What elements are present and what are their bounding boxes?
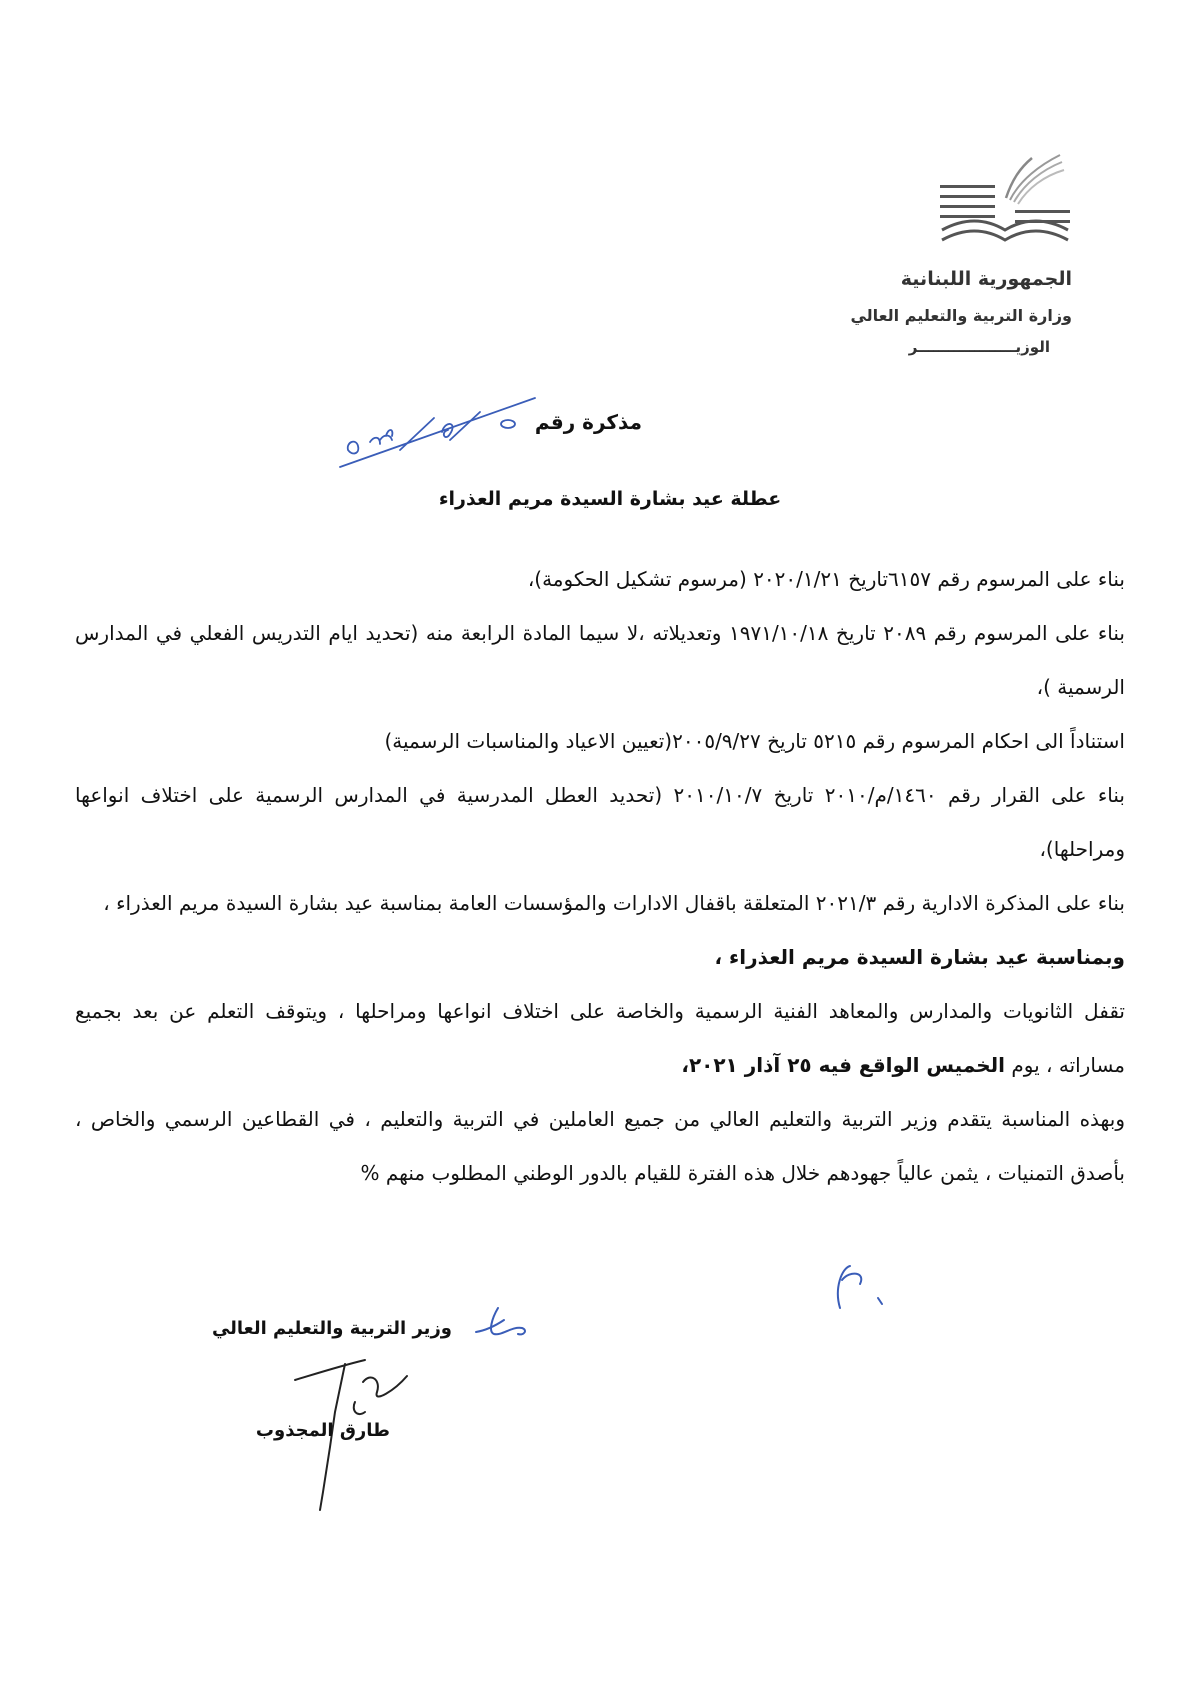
paragraph-greetings: وبهذه المناسبة يتقدم وزير التربية والتعليم العالي من جميع العاملين في التربية والتعليم ، في القطاعين الرسمي والخاص ، بأصدق التمنيات ، يثمن عالياً جهودهم خلال هذه الفترة للقيام بالدور الوطني المطلوب منهم % xyxy=(75,1107,1125,1185)
paragraph-decree-6157: بناء على المرسوم رقم ٦١٥٧تاريخ ٢٠٢٠/١/٢١ (مرسوم تشكيل الحكومة)، xyxy=(527,567,1125,591)
minister-name: طارق المجذوب xyxy=(255,1420,390,1441)
paragraph-decision-1460: بناء على القرار رقم ١٤٦٠/م/٢٠١٠ تاريخ ٢٠١٠/١٠/٧ (تحديد العطل المدرسية في المدارس الرسمية على اختلاف انواعها ومراحلها)، xyxy=(75,783,1125,861)
minister-title: وزير التربية والتعليم العالي xyxy=(211,1318,452,1339)
closure-text: تقفل الثانويات والمدارس والمعاهد الفنية الرسمية والخاصة على اختلاف انواعها ومراحلها ، ويتوقف التعلم عن بعد بجميع مساراته ، يوم xyxy=(75,999,1125,1077)
letterhead-republic: الجمهورية اللبنانية xyxy=(900,268,1072,290)
closure-date: الخميس الواقع فيه ٢٥ آذار ٢٠٢١، xyxy=(681,1053,1006,1077)
letterhead-office: الوزيـــــــــــــــــــر xyxy=(908,338,1050,356)
memo-number-label: مذكرة رقم xyxy=(534,410,642,434)
initials-mark xyxy=(468,1302,538,1342)
paragraph-closure xyxy=(75,984,1125,1092)
paragraph-decree-2089: بناء على المرسوم رقم ٢٠٨٩ تاريخ ١٩٧١/١٠/١٨ وتعديلاته ،لا سيما المادة الرابعة منه (تحديد ايام التدريس الفعلي في المدارس الرسمية )، xyxy=(75,621,1125,699)
letterhead-ministry: وزارة التربية والتعليم العالي xyxy=(850,306,1072,325)
handwritten-memo-number xyxy=(330,392,540,472)
paragraph-admin-memo: بناء على المذكرة الادارية رقم ٢٠٢١/٣ المتعلقة باقفال الادارات والمؤسسات العامة بمناسبة عيد بشارة السيدة مريم العذراء ، xyxy=(103,891,1125,915)
paragraph-occasion: وبمناسبة عيد بشارة السيدة مريم العذراء ، xyxy=(714,945,1125,969)
handwritten-initial-mark xyxy=(820,1258,900,1318)
paragraph-decree-5215: استناداً الى احكام المرسوم رقم ٥٢١٥ تاريخ ٢٠٠٥/٩/٢٧(تعيين الاعياد والمناسبات الرسمية) xyxy=(384,729,1125,753)
open-book-emblem-icon xyxy=(940,150,1070,245)
memo-title: عطلة عيد بشارة السيدة مريم العذراء xyxy=(438,488,782,510)
memo-body xyxy=(75,552,1125,1200)
